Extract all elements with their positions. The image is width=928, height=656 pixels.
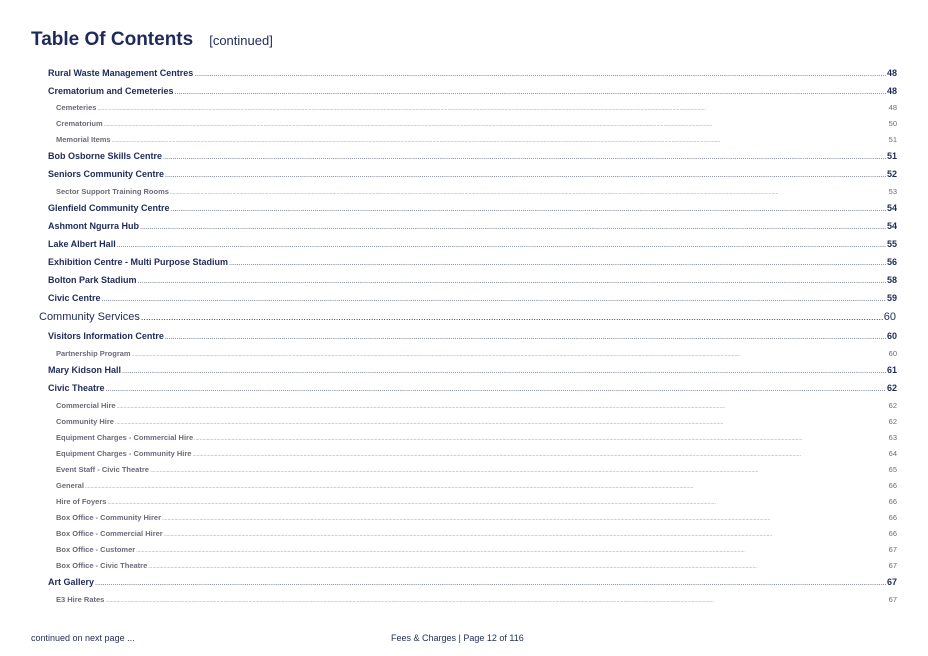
toc-entry-label: Partnership Program [56, 349, 131, 358]
toc-entry-page: 67 [888, 545, 897, 554]
toc-entry-label: Community Hire [56, 417, 114, 426]
toc-entry-page: 55 [886, 239, 897, 249]
dot-leader [162, 516, 888, 522]
toc-entry[interactable] [56, 513, 897, 522]
dot-leader [165, 334, 886, 341]
toc-entry-page: 60 [888, 349, 897, 358]
dot-leader [171, 206, 886, 213]
dot-leader [138, 278, 886, 285]
toc-entry[interactable] [48, 239, 897, 249]
toc-entry-page: 53 [888, 187, 897, 196]
toc-entry[interactable] [56, 465, 897, 474]
toc-entry-label: Glenfield Community Centre [48, 203, 170, 213]
dot-leader [194, 71, 886, 78]
toc-entry-label: Hire of Foyers [56, 497, 107, 506]
toc-entry[interactable] [48, 151, 897, 161]
toc-entry[interactable] [48, 383, 897, 393]
toc-entry-label: Event Staff - Civic Theatre [56, 465, 149, 474]
toc-entry-label: Rural Waste Management Centres [48, 68, 194, 78]
dot-leader [148, 564, 887, 570]
toc-entry[interactable] [48, 275, 897, 285]
dot-leader [95, 580, 886, 587]
toc-entry-page: 67 [886, 577, 897, 587]
toc-entry[interactable] [56, 187, 897, 196]
toc-entry-label: Crematorium [56, 119, 103, 128]
toc-entry-page: 66 [888, 497, 897, 506]
toc-entry[interactable] [56, 433, 897, 442]
toc-entry-page: 62 [886, 383, 897, 393]
dot-leader [164, 532, 888, 538]
toc-entry-page: 59 [886, 293, 897, 303]
toc-entry-label: Lake Albert Hall [48, 239, 116, 249]
toc-entry-page: 56 [886, 257, 897, 267]
toc-entry-page: 65 [888, 465, 897, 474]
toc-entry-label: General [56, 481, 84, 490]
dot-leader [132, 352, 888, 358]
toc-entry-label: Box Office - Commercial Hirer [56, 529, 163, 538]
toc-entry-label: Art Gallery [48, 577, 95, 587]
toc-entry-label: Equipment Charges - Commercial Hire [56, 433, 194, 442]
dot-leader [175, 89, 886, 96]
toc-entry-label: Memorial Items [56, 135, 111, 144]
toc-entry-page: 60 [886, 331, 897, 341]
toc-entry[interactable] [48, 203, 897, 213]
dot-leader [192, 452, 887, 458]
toc-entry-label: Sector Support Training Rooms [56, 187, 169, 196]
dot-leader [85, 484, 888, 490]
toc-entry-page: 60 [883, 311, 896, 323]
dot-leader [105, 598, 887, 604]
toc-entry-label: Cemeteries [56, 103, 97, 112]
toc-entry-page: 66 [888, 513, 897, 522]
toc-entry-page: 67 [888, 561, 897, 570]
toc-entry[interactable] [56, 561, 897, 570]
toc-entry-page: 54 [886, 221, 897, 231]
toc-entry[interactable] [56, 529, 897, 538]
toc-entry-page: 62 [888, 401, 897, 410]
toc-entry-page: 51 [886, 151, 897, 161]
toc-entry[interactable] [56, 417, 897, 426]
toc-entry-page: 61 [886, 365, 897, 375]
toc-entry[interactable] [56, 103, 897, 112]
toc-entry-label: Crematorium and Cemeteries [48, 86, 174, 96]
toc-entry[interactable] [48, 257, 897, 267]
dot-leader [104, 122, 888, 128]
toc-entry-label: Mary Kidson Hall [48, 365, 122, 375]
toc-entry[interactable] [56, 545, 897, 554]
toc-entry[interactable] [56, 497, 897, 506]
toc-entry-page: 52 [886, 169, 897, 179]
toc-entry[interactable] [48, 293, 897, 303]
dot-leader [106, 386, 886, 393]
dot-leader [150, 468, 888, 474]
toc-entry-label: Seniors Community Centre [48, 169, 165, 179]
dot-leader [107, 500, 887, 506]
toc-entry[interactable] [48, 169, 897, 179]
dot-leader [102, 296, 886, 303]
page-title: Table Of Contents [31, 29, 194, 50]
toc-entry-page: 48 [886, 68, 897, 78]
dot-leader [136, 548, 887, 554]
toc-entry-label: Civic Theatre [48, 383, 105, 393]
toc-entry[interactable] [48, 68, 897, 78]
toc-entry-page: 48 [888, 103, 897, 112]
toc-entry-page: 66 [888, 529, 897, 538]
dot-leader [97, 106, 887, 112]
dot-leader [229, 260, 886, 267]
toc-entry-page: 63 [888, 433, 897, 442]
dot-leader [112, 138, 888, 144]
footer-continued: continued on next page ... [31, 633, 135, 643]
toc-entry-label: Exhibition Centre - Multi Purpose Stadium [48, 257, 229, 267]
toc-entry[interactable] [56, 449, 897, 458]
dot-leader [117, 242, 886, 249]
toc-entry[interactable] [48, 221, 897, 231]
toc-entry-page: 48 [886, 86, 897, 96]
dot-leader [170, 190, 888, 196]
toc-entry[interactable] [56, 135, 897, 144]
dot-leader [165, 172, 886, 179]
toc-entry-label: Visitors Information Centre [48, 331, 164, 341]
toc-entry-label: Box Office - Civic Theatre [56, 561, 148, 570]
toc-entry-label: Bolton Park Stadium [48, 275, 137, 285]
toc-entry-label: Box Office - Community Hirer [56, 513, 162, 522]
toc-entry-label: Equipment Charges - Community Hire [56, 449, 192, 458]
toc-entry-label: Ashmont Ngurra Hub [48, 221, 139, 231]
toc-entry-label: Commercial Hire [56, 401, 116, 410]
toc-entry-page: 64 [888, 449, 897, 458]
dot-leader [117, 404, 888, 410]
toc-entry-label: Bob Osborne Skills Centre [48, 151, 163, 161]
dot-leader [194, 436, 888, 442]
toc-entry[interactable] [48, 331, 897, 341]
toc-entry-page: 51 [888, 135, 897, 144]
toc-entry[interactable] [56, 119, 897, 128]
dot-leader [163, 154, 886, 161]
toc-entry-page: 67 [888, 595, 897, 604]
dot-leader [141, 312, 883, 322]
dot-leader [140, 224, 886, 231]
toc-entry-page: 62 [888, 417, 897, 426]
toc-entry[interactable] [48, 365, 897, 375]
footer-page-info: Fees & Charges | Page 12 of 116 [391, 633, 524, 643]
toc-entry-page: 50 [888, 119, 897, 128]
toc-entry-label: Community Services [39, 311, 140, 323]
toc-entry[interactable] [56, 401, 897, 410]
toc-entry-page: 54 [886, 203, 897, 213]
dot-leader [115, 420, 888, 426]
toc-entry[interactable] [56, 481, 897, 490]
toc-entry[interactable] [39, 311, 896, 323]
dot-leader [122, 368, 886, 375]
toc-entry-page: 66 [888, 481, 897, 490]
toc-entry[interactable] [48, 577, 897, 587]
toc-entry-label: E3 Hire Rates [56, 595, 105, 604]
toc-entry[interactable] [56, 349, 897, 358]
toc-entry-label: Civic Centre [48, 293, 101, 303]
continued-label: [continued] [209, 33, 273, 48]
toc-entry-page: 58 [886, 275, 897, 285]
toc-entry[interactable] [48, 86, 897, 96]
toc-entry-label: Box Office - Customer [56, 545, 136, 554]
toc-entry[interactable] [56, 595, 897, 604]
